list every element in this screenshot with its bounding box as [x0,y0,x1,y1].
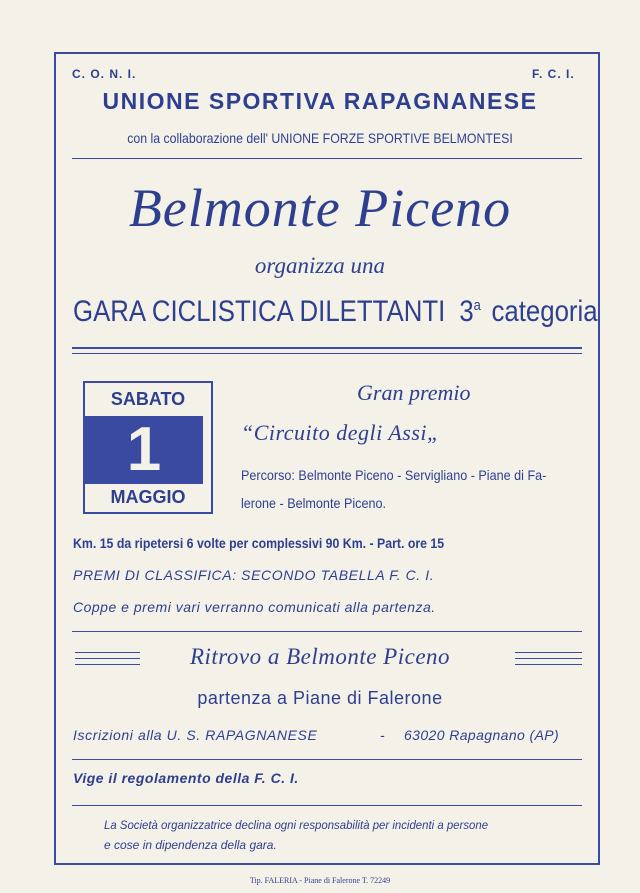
fci-label: F. C. I. [532,67,575,81]
divider [72,759,582,760]
rule-right-2 [515,658,582,659]
category-number: 3 [459,295,474,328]
route-line-2: lerone - Belmonte Piceno. [241,495,386,511]
iscrizioni-left: Iscrizioni alla U. S. RAPAGNANESE [73,727,318,743]
category-word: categoria [491,295,598,328]
disclaimer-line-2: e cose in dipendenza della gara. [104,838,277,852]
rule-right-3 [515,664,582,665]
month: MAGGIO [110,487,186,507]
rule-right-1 [515,652,582,653]
double-divider-bottom [72,353,582,354]
regolamento-line: Vige il regolamento della F. C. I. [73,770,299,786]
circuit-name: “Circuito degli Assi„ [241,420,440,445]
club-name: UNIONE SPORTIVA RAPAGNANESE [102,88,538,114]
ritrovo-line: Ritrovo a Belmonte Piceno [189,644,451,669]
divider [72,158,582,159]
collaboration-line: con la collaborazione dell' UNIONE FORZE SPORTIVE BELMONTESI [127,130,513,146]
coppe-line: Coppe e premi vari verranno comunicati alla partenza. [73,599,436,615]
day-number: 1 [85,416,203,484]
town-title: Belmonte Piceno [128,178,512,238]
coni-label: C. O. N. I. [72,67,137,81]
divider [72,805,582,806]
gran-premio: Gran premio [357,380,471,405]
premi-line: PREMI DI CLASSIFICA: SECONDO TABELLA F. C. I. [73,567,435,583]
printer-credit: Tip. FALERIA - Piane di Falerone T. 72249 [249,876,391,885]
date-box [83,381,213,514]
double-divider-top [72,347,582,349]
partenza-line: partenza a Piane di Falerone [197,688,443,708]
race-name: GARA CICLISTICA DILETTANTI [73,295,446,328]
iscrizioni-right: 63020 Rapagnano (AP) [404,727,560,743]
race-title [73,295,598,329]
distance-line: Km. 15 da ripetersi 6 volte per complessivi 90 Km. - Part. ore 15 [73,535,445,551]
divider [72,631,582,632]
organizza-line: organizza una [254,253,386,278]
iscrizioni-sep: - [380,727,385,743]
category-superscript: a [473,297,481,314]
weekday: SABATO [110,389,186,409]
route-line-1: Percorso: Belmonte Piceno - Servigliano - Piane di Fa- [241,467,547,483]
disclaimer-line-1: La Società organizzatrice declina ogni responsabilità per incidenti a persone [104,818,489,832]
